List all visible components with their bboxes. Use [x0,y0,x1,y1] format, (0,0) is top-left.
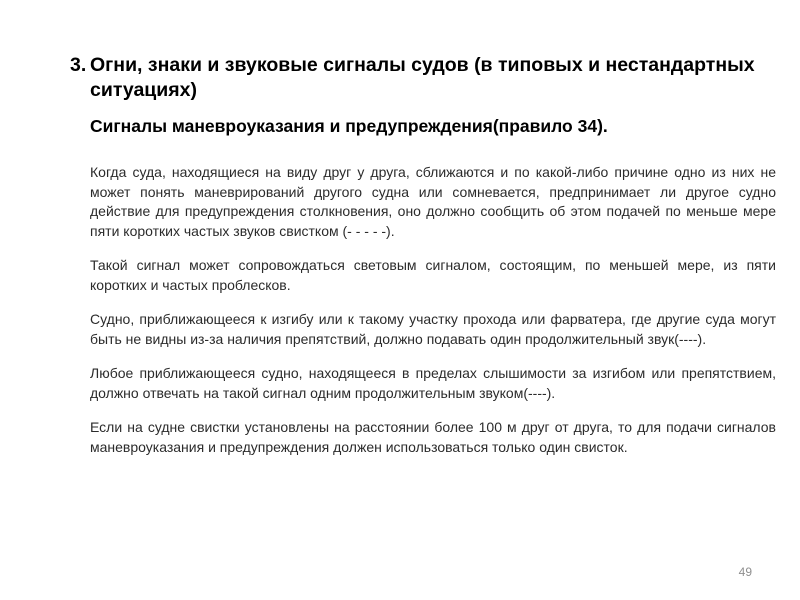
paragraph: Когда суда, находящиеся на виду друг у друга, сближаются и по какой-либо причине одно из них не может понять маневрирований другого судна или сомневается, предпринимает ли другое судно действие для предупреждения столкновения, оно должно сообщить об этом подачей по меньше мере пяти коротких частых звуков свистком (- - - - -). [90,164,776,239]
paragraph: Такой сигнал может сопровождаться световым сигналом, состоящим, по меньшей мере, из пяти коротких и частых проблесков. [90,257,776,293]
paragraph: Если на судне свистки установлены на расстоянии более 100 м друг от друга, то для подачи сигналов маневроуказания и предупреждения должен использоваться только один свисток. [90,419,776,455]
paragraph: Судно, приближающееся к изгибу или к такому участку прохода или фарватера, где другие суда могут быть не видны из-за наличия препятствий, должно подавать один продолжительный звук(----). [90,311,776,347]
page-number: 49 [738,565,752,579]
title-number: 3. [70,54,87,76]
slide-title [70,53,780,103]
paragraph: Любое приближающееся судно, находящееся в пределах слышимости за изгибом или препятствием, должно отвечать на такой сигнал одним продолжительным звуком(----). [90,365,776,401]
title-text: Огни, знаки и звуковые сигналы судов (в типовых и нестандартных ситуациях) [90,54,755,101]
body-text [90,163,776,472]
rule-subtitle: Сигналы маневроуказания и предупреждения(правило 34). [90,116,608,136]
